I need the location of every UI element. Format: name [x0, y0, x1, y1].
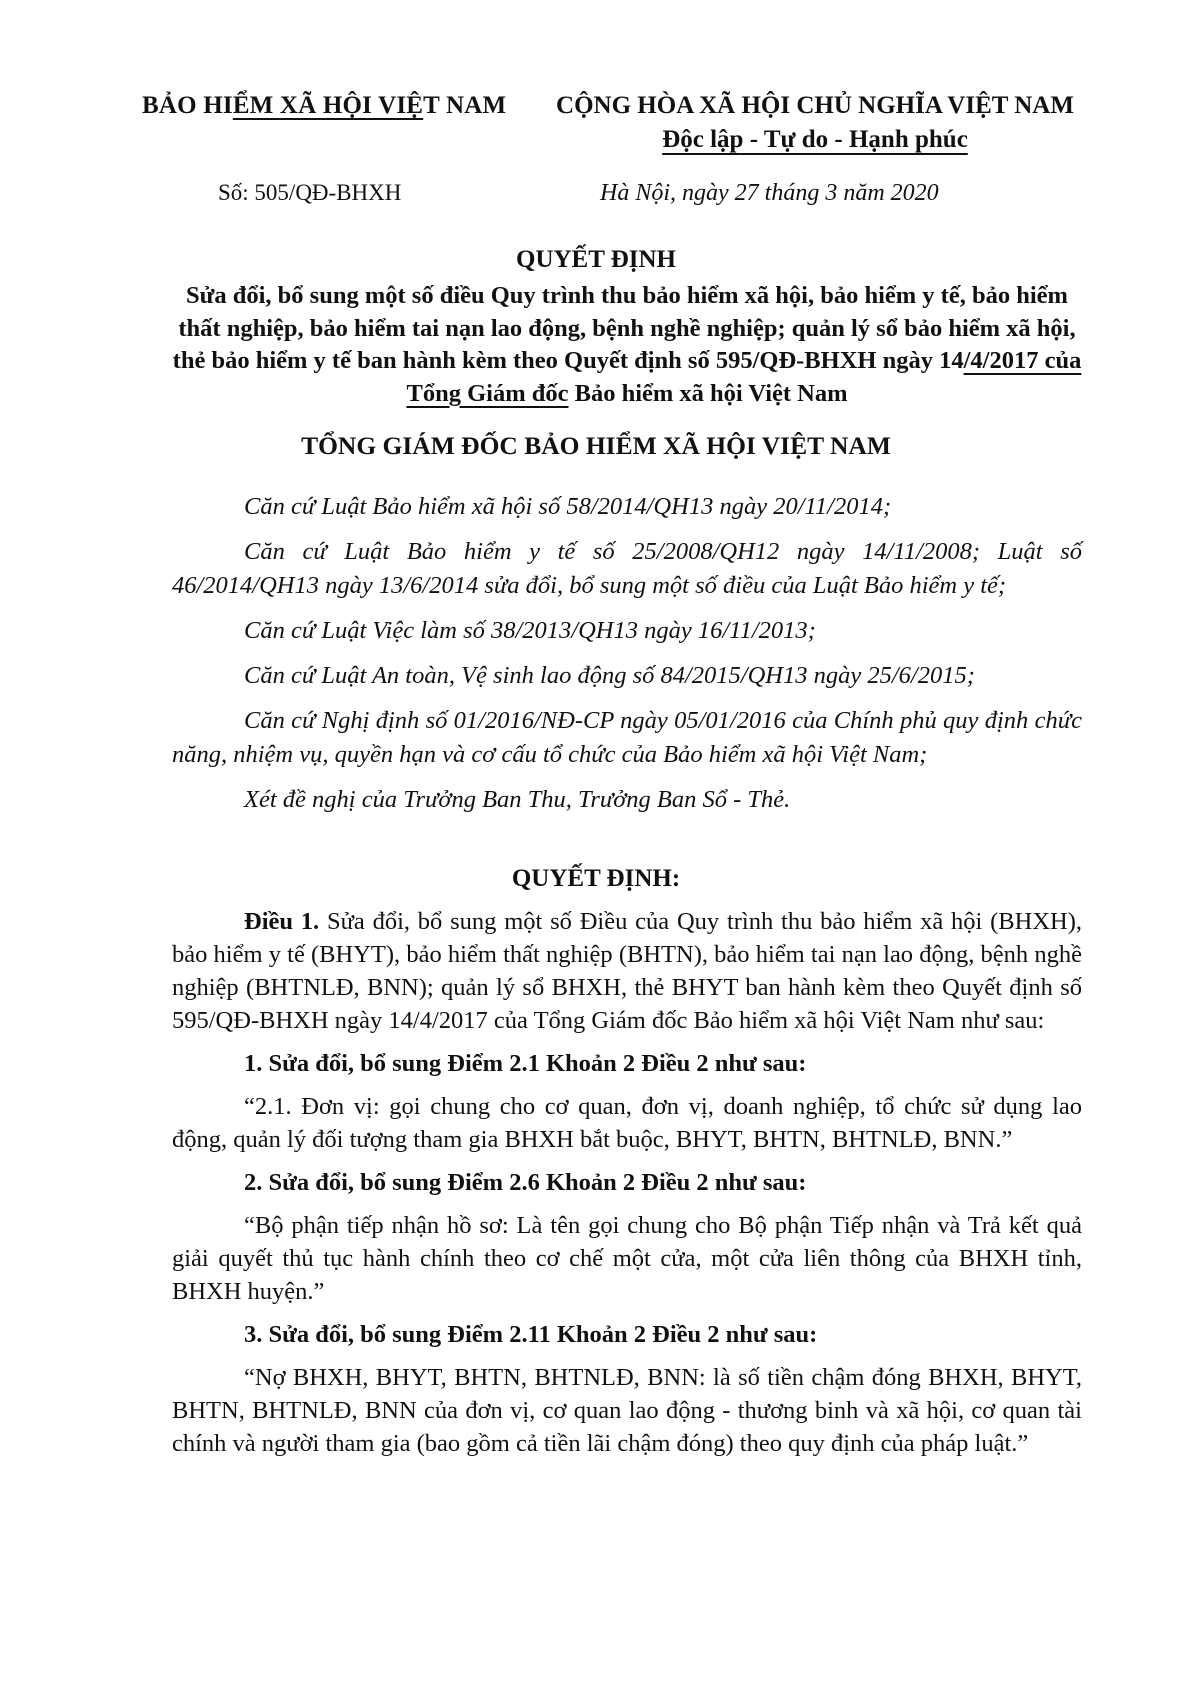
item-text: “2.1. Đơn vị: gọi chung cho cơ quan, đơn vị, doanh nghiệp, tổ chức sử dụng lao động, quản lý đối tượng tham gia BHXH bắt buộc, BHYT, BHTN, BHTNLĐ, BNN.”: [172, 1093, 1082, 1153]
agency-text-end: T NAM: [423, 92, 507, 119]
agency-text-underlined: ỂM XÃ HỘI VIỆ: [232, 92, 424, 119]
document-title: QUYẾT ĐỊNH: [516, 246, 676, 273]
legal-basis-item: Căn cứ Luật An toàn, Vệ sinh lao động số 84/2015/QH13 ngày 25/6/2015;: [244, 662, 975, 689]
item-heading: 1. Sửa đổi, bổ sung Điểm 2.1 Khoản 2 Điều 2 như sau:: [244, 1050, 807, 1077]
article-1-text: Sửa đổi, bổ sung một số Điều của Quy trình thu bảo hiểm xã hội (BHXH), bảo hiểm y tế (BHYT), bảo hiểm thất nghiệp (BHTN), bảo hiểm tai nạn lao động, bệnh nghề nghiệp (BHTNLĐ, BNN); quản lý sổ BHXH, thẻ BHYT ban hành kèm theo Quyết định số 595/QĐ-BHXH ngày 14/4/2017 của Tổng Giám đốc Bảo hiểm xã hội Việt Nam như sau:: [172, 908, 1083, 1034]
agency-text-start: BẢO HI: [142, 92, 233, 119]
legal-basis: [172, 490, 1082, 817]
issuing-authority: TỔNG GIÁM ĐỐC BẢO HIỂM XÃ HỘI VIỆT NAM: [301, 431, 891, 460]
legal-basis-item: Căn cứ Nghị định số 01/2016/NĐ-CP ngày 05/01/2016 của Chính phủ quy định chức năng, nhiệm vụ, quyền hạn và cơ cấu tổ chức của Bảo hiểm xã hội Việt Nam;: [172, 707, 1082, 768]
legal-basis-item: Căn cứ Luật Bảo hiểm xã hội số 58/2014/QH13 ngày 20/11/2014;: [244, 493, 892, 520]
item-heading: 3. Sửa đổi, bổ sung Điểm 2.11 Khoản 2 Điều 2 như sau:: [244, 1321, 818, 1348]
subtitle-part1: Sửa đổi, bổ sung một số điều Quy trình thu bảo hiểm xã hội, bảo hiểm y tế, bảo hiểm thất nghiệp, bảo hiểm tai nạn lao động, bệnh nghề nghiệp; quản lý sổ bảo hiểm xã hội, thẻ bảo hiểm y tế ban hành kèm theo Quyết định số 595/QĐ-BHXH ngày 14: [172, 282, 1076, 374]
motto-text: Độc lập - Tự do - Hạnh phúc: [662, 126, 968, 153]
legal-basis-item: Căn cứ Luật Việc làm số 38/2013/QH13 ngày 16/11/2013;: [244, 617, 816, 644]
national-motto: [540, 126, 1090, 154]
decision-body: [172, 905, 1082, 1470]
item-text: “Nợ BHXH, BHYT, BHTN, BHTNLĐ, BNN: là số tiền chậm đóng BHXH, BHYT, BHTN, BHTNLĐ, BNN của đơn vị, cơ quan lao động - thương binh và xã hội, cơ quan tài chính và người tham gia (bao gồm cả tiền lãi chậm đóng) theo quy định của pháp luật.”: [172, 1364, 1082, 1457]
place-and-date: Hà Nội, ngày 27 tháng 3 năm 2020: [600, 180, 939, 206]
subtitle-part2-underlined: /4/2017 của Tổng Giám đốc: [406, 347, 1082, 407]
article-1-label: Điều 1.: [244, 908, 320, 935]
document-number: Số: 505/QĐ-BHXH: [218, 180, 402, 205]
decision-heading: QUYẾT ĐỊNH:: [511, 865, 681, 892]
legal-basis-item: Căn cứ Luật Bảo hiểm y tế số 25/2008/QH12 ngày 14/11/2008; Luật số 46/2014/QH13 ngày 13/6/2014 sửa đổi, bổ sung một số điều của Luật Bảo hiểm y tế;: [172, 538, 1082, 599]
subtitle-part3: Bảo hiểm xã hội Việt Nam: [568, 379, 848, 407]
document-subtitle: [172, 280, 1082, 410]
item-heading: 2. Sửa đổi, bổ sung Điểm 2.6 Khoản 2 Điều 2 như sau:: [244, 1169, 807, 1196]
item-text: “Bộ phận tiếp nhận hồ sơ: Là tên gọi chung cho Bộ phận Tiếp nhận và Trả kết quả giải quyết thủ tục hành chính theo cơ chế một cửa, một cửa liên thông của BHXH tỉnh, BHXH huyện.”: [172, 1212, 1082, 1305]
country-name: CỘNG HÒA XÃ HỘI CHỦ NGHĨA VIỆT NAM: [556, 92, 1074, 119]
issuing-agency: [142, 92, 506, 120]
legal-basis-item: Xét đề nghị của Trưởng Ban Thu, Trưởng Ban Sổ - Thẻ.: [244, 786, 791, 813]
article-1: [172, 905, 1082, 1037]
